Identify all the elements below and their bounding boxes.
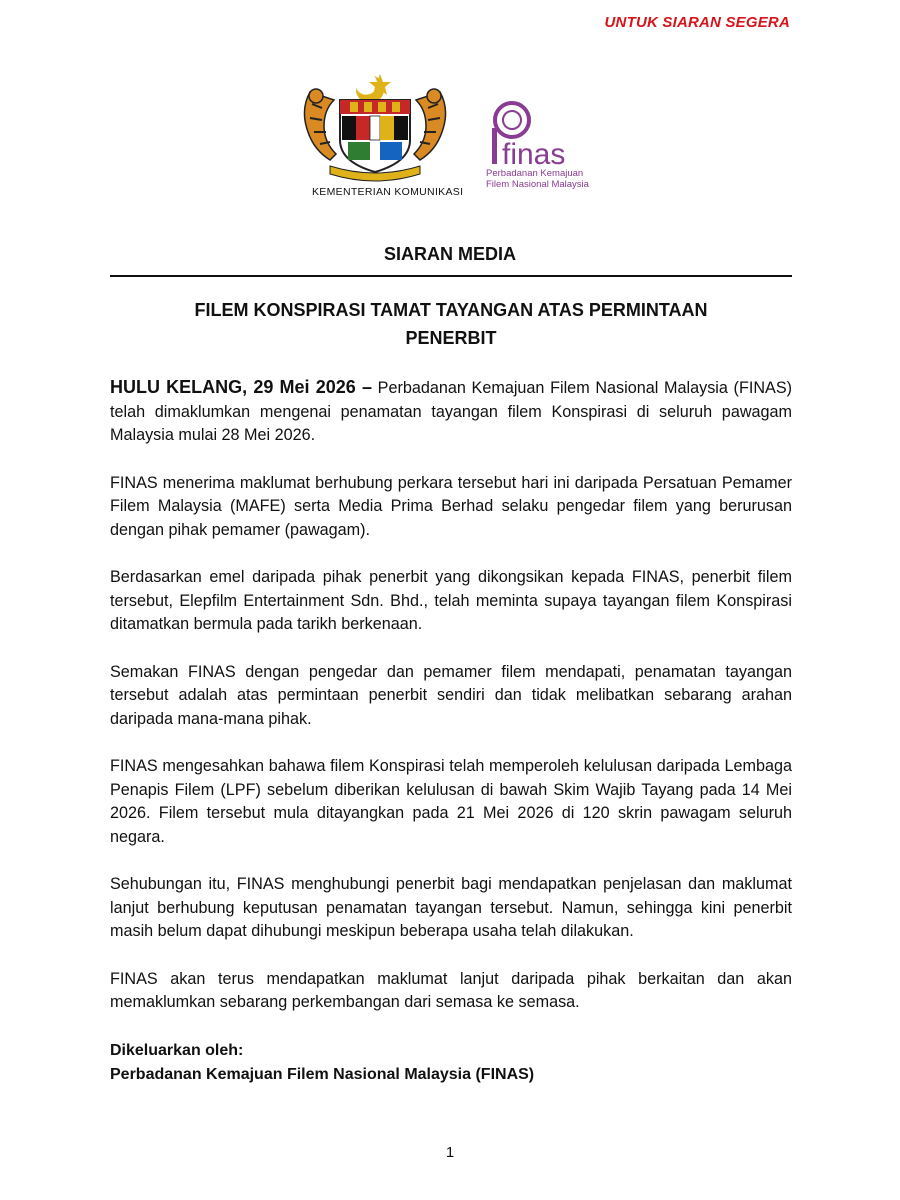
paragraph-7: FINAS akan terus mendapatkan maklumat lanjut daripada pihak berkaitan dan akan memaklumkan sebarang perkembangan dari semasa ke semasa. [110,969,792,1011]
paragraph-3: Berdasarkan emel daripada pihak penerbit yang dikongsikan kepada FINAS, penerbit filem tersebut, Elepfilm Entertainment Sdn. Bhd., telah meminta supaya tayangan filem Konspirasi ditamatkan bermula pada tarikh berkenaan. [110,568,792,633]
finas-tagline [486,168,589,190]
title-line-2: PENERBIT [405,328,497,348]
finas-logo [486,98,596,208]
heading-divider [110,275,792,277]
paragraph-2: FINAS menerima maklumat berhubung perkara tersebut hari ini daripada Persatuan Pemamer Filem Malaysia (MAFE) serta Media Prima Berhad selaku pengedar filem yang berurusan dengan pihak pemamer (pawagam). [110,473,792,539]
page-number: 1 [445,1144,455,1161]
release-tag: UNTUK SIARAN SEGERA [604,14,790,31]
title-line-1: FILEM KONSPIRASI TAMAT TAYANGAN ATAS PERMINTAAN [194,300,708,320]
ministry-name: KEMENTERIAN KOMUNIKASI [312,186,464,198]
finas-tagline-line-2: Filem Nasional Malaysia [486,179,589,190]
issued-by-label: Dikeluarkan oleh: [110,1041,244,1059]
document-title [130,296,772,352]
paragraph-5: FINAS mengesahkan bahawa filem Konspirasi telah memperoleh kelulusan daripada Lembaga Penapis Filem (LPF) sebelum diberikan kelulusan di bawah Skim Wajib Tayang pada 14 Mei 2026. Filem tersebut mula ditayangkan pada 21 Mei 2026 di 120 skrin pawagam seluruh negara. [110,757,792,846]
paragraph-1 [110,376,792,448]
finas-wordmark: finas [502,138,566,168]
paragraph-6: Sehubungan itu, FINAS menghubungi penerbit bagi mendapatkan penjelasan dan maklumat lanjut berhubung keputusan penamatan tayangan tersebut. Namun, sehingga kini penerbit masih belum dapat dihubungi meskipun beberapa usaha telah dilakukan. [110,875,792,940]
paragraph-1-text: Perbadanan Kemajuan Filem Nasional Malaysia (FINAS) telah dimaklumkan mengenai penamatan tayangan filem Konspirasi di seluruh pawagam Malaysia mulai 28 Mei 2026. [110,379,793,444]
issuer-name: Perbadanan Kemajuan Filem Nasional Malaysia (FINAS) [110,1065,535,1083]
logo-header [290,70,620,210]
press-release-body [110,376,792,1087]
dateline: HULU KELANG, 29 Mei 2026 – [110,377,372,397]
paragraph-4: Semakan FINAS dengan pengedar dan pemamer filem mendapati, penamatan tayangan tersebut adalah atas permintaan penerbit sendiri dan tidak melibatkan sebarang arahan daripada mana-mana pihak. [110,662,792,728]
document-heading: SIARAN MEDIA [383,244,516,264]
finas-tagline-line-1: Perbadanan Kemajuan [486,168,584,179]
